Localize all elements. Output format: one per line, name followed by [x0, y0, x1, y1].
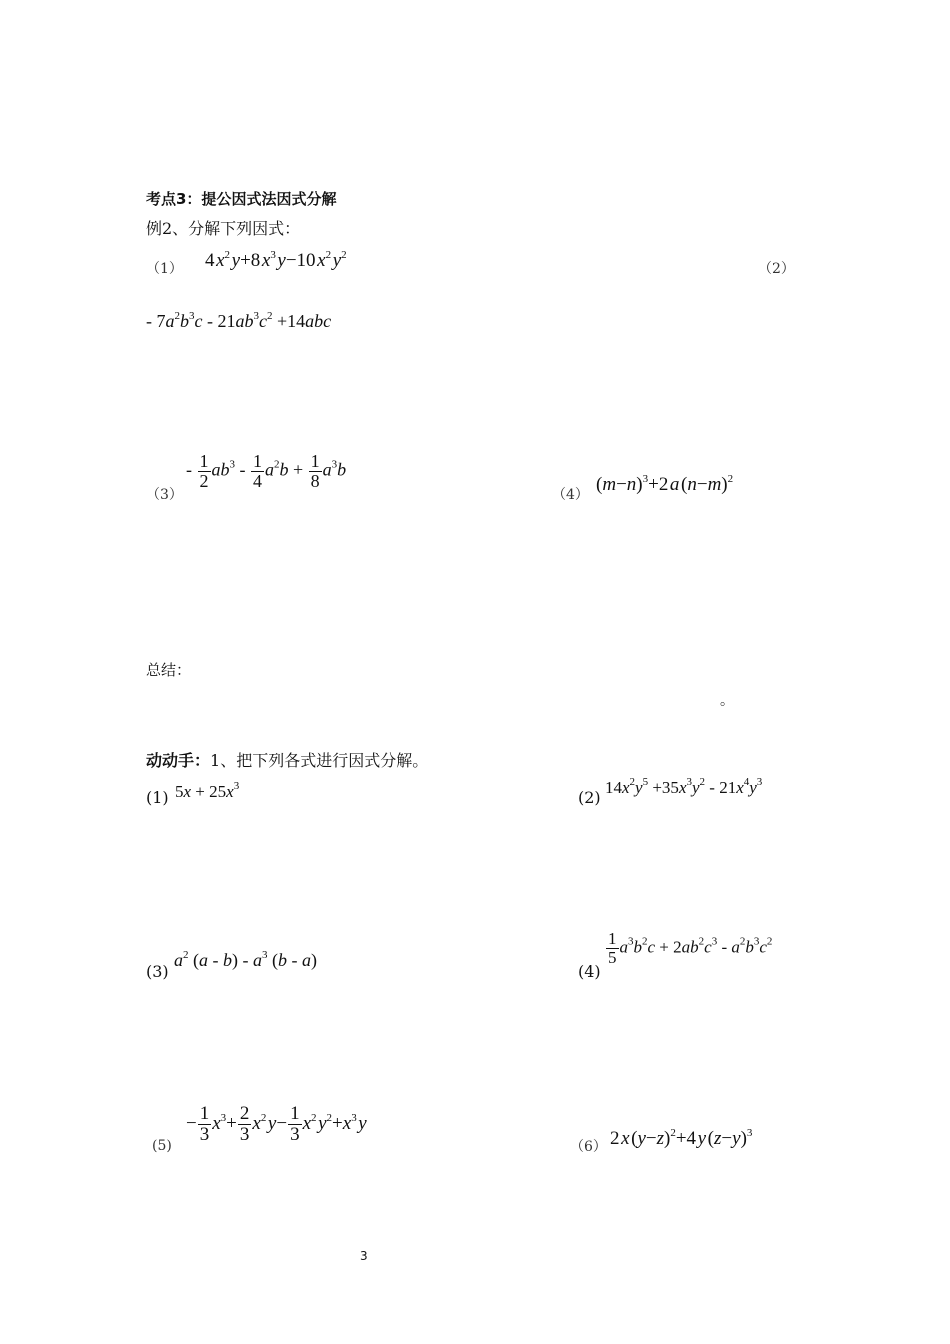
practice-title-rest: 1、把下列各式进行因式分解。 — [210, 751, 429, 770]
practice-4-label: (4) — [578, 962, 601, 981]
practice-title-bold: 动动手： — [146, 751, 211, 770]
practice-4-expression: $\frac{1}{5}$ $a^3b^2c + 2ab^2c^3 - a^2b^3c^2$ — [608, 929, 773, 967]
practice-6-label: （6） — [570, 1139, 607, 1155]
practice-1-expression: $5x + 25x^3$ — [175, 780, 240, 801]
summary-label: 总结： — [146, 661, 192, 679]
example-3-expression: - $\frac{1}{2}$ $ab^3$ - $\frac{1}{4}$ $a^2b$ + $\frac{1}{8}$ $a^3b$ — [186, 451, 347, 491]
summary-end-mark: 。 — [720, 693, 734, 709]
example-3-label: （3） — [146, 487, 183, 503]
example-2-expression: - $7a^2b^3c - 21ab^3c^2 +14abc$ — [146, 310, 332, 331]
practice-2-expression: $14x^2y^5 +35x^3y^2 - 21x^4y^3$ — [605, 776, 763, 797]
example-1-label: （1） — [146, 261, 183, 277]
example-2-label: （2） — [758, 261, 795, 277]
practice-1-label: (1) — [146, 788, 169, 807]
example-4-expression: $(m-n)^3+2$ a $(n-m)^2$ — [596, 473, 734, 495]
example-1-expression: 4 $x^2$ y+8 $x^3$ y−10 $x^2$ $y^2$ — [205, 249, 347, 271]
page-number: 3 — [360, 1249, 368, 1263]
practice-5-expression: − $\frac{1}{3}$ $x^3+$ $\frac{2}{3}$ $x^2$ y− $\frac{1}{3}$ $x^2$ $y^2+x^3$ y — [186, 1103, 367, 1145]
section-title: 考点3：提公因式法因式分解 — [146, 190, 337, 208]
example-title: 例2、分解下列因式： — [146, 219, 301, 238]
practice-5-label: (5) — [152, 1138, 172, 1154]
practice-2-label: (2) — [578, 788, 601, 807]
practice-3-label: (3) — [146, 962, 169, 981]
example-4-label: （4） — [552, 487, 589, 503]
practice-3-expression: $a^2$ $(a - b) - a^3$ (b - a) — [174, 949, 317, 970]
practice-6-expression: 2 x $(y-z)^2+4$ y $(z-y)^3$ — [610, 1127, 753, 1149]
